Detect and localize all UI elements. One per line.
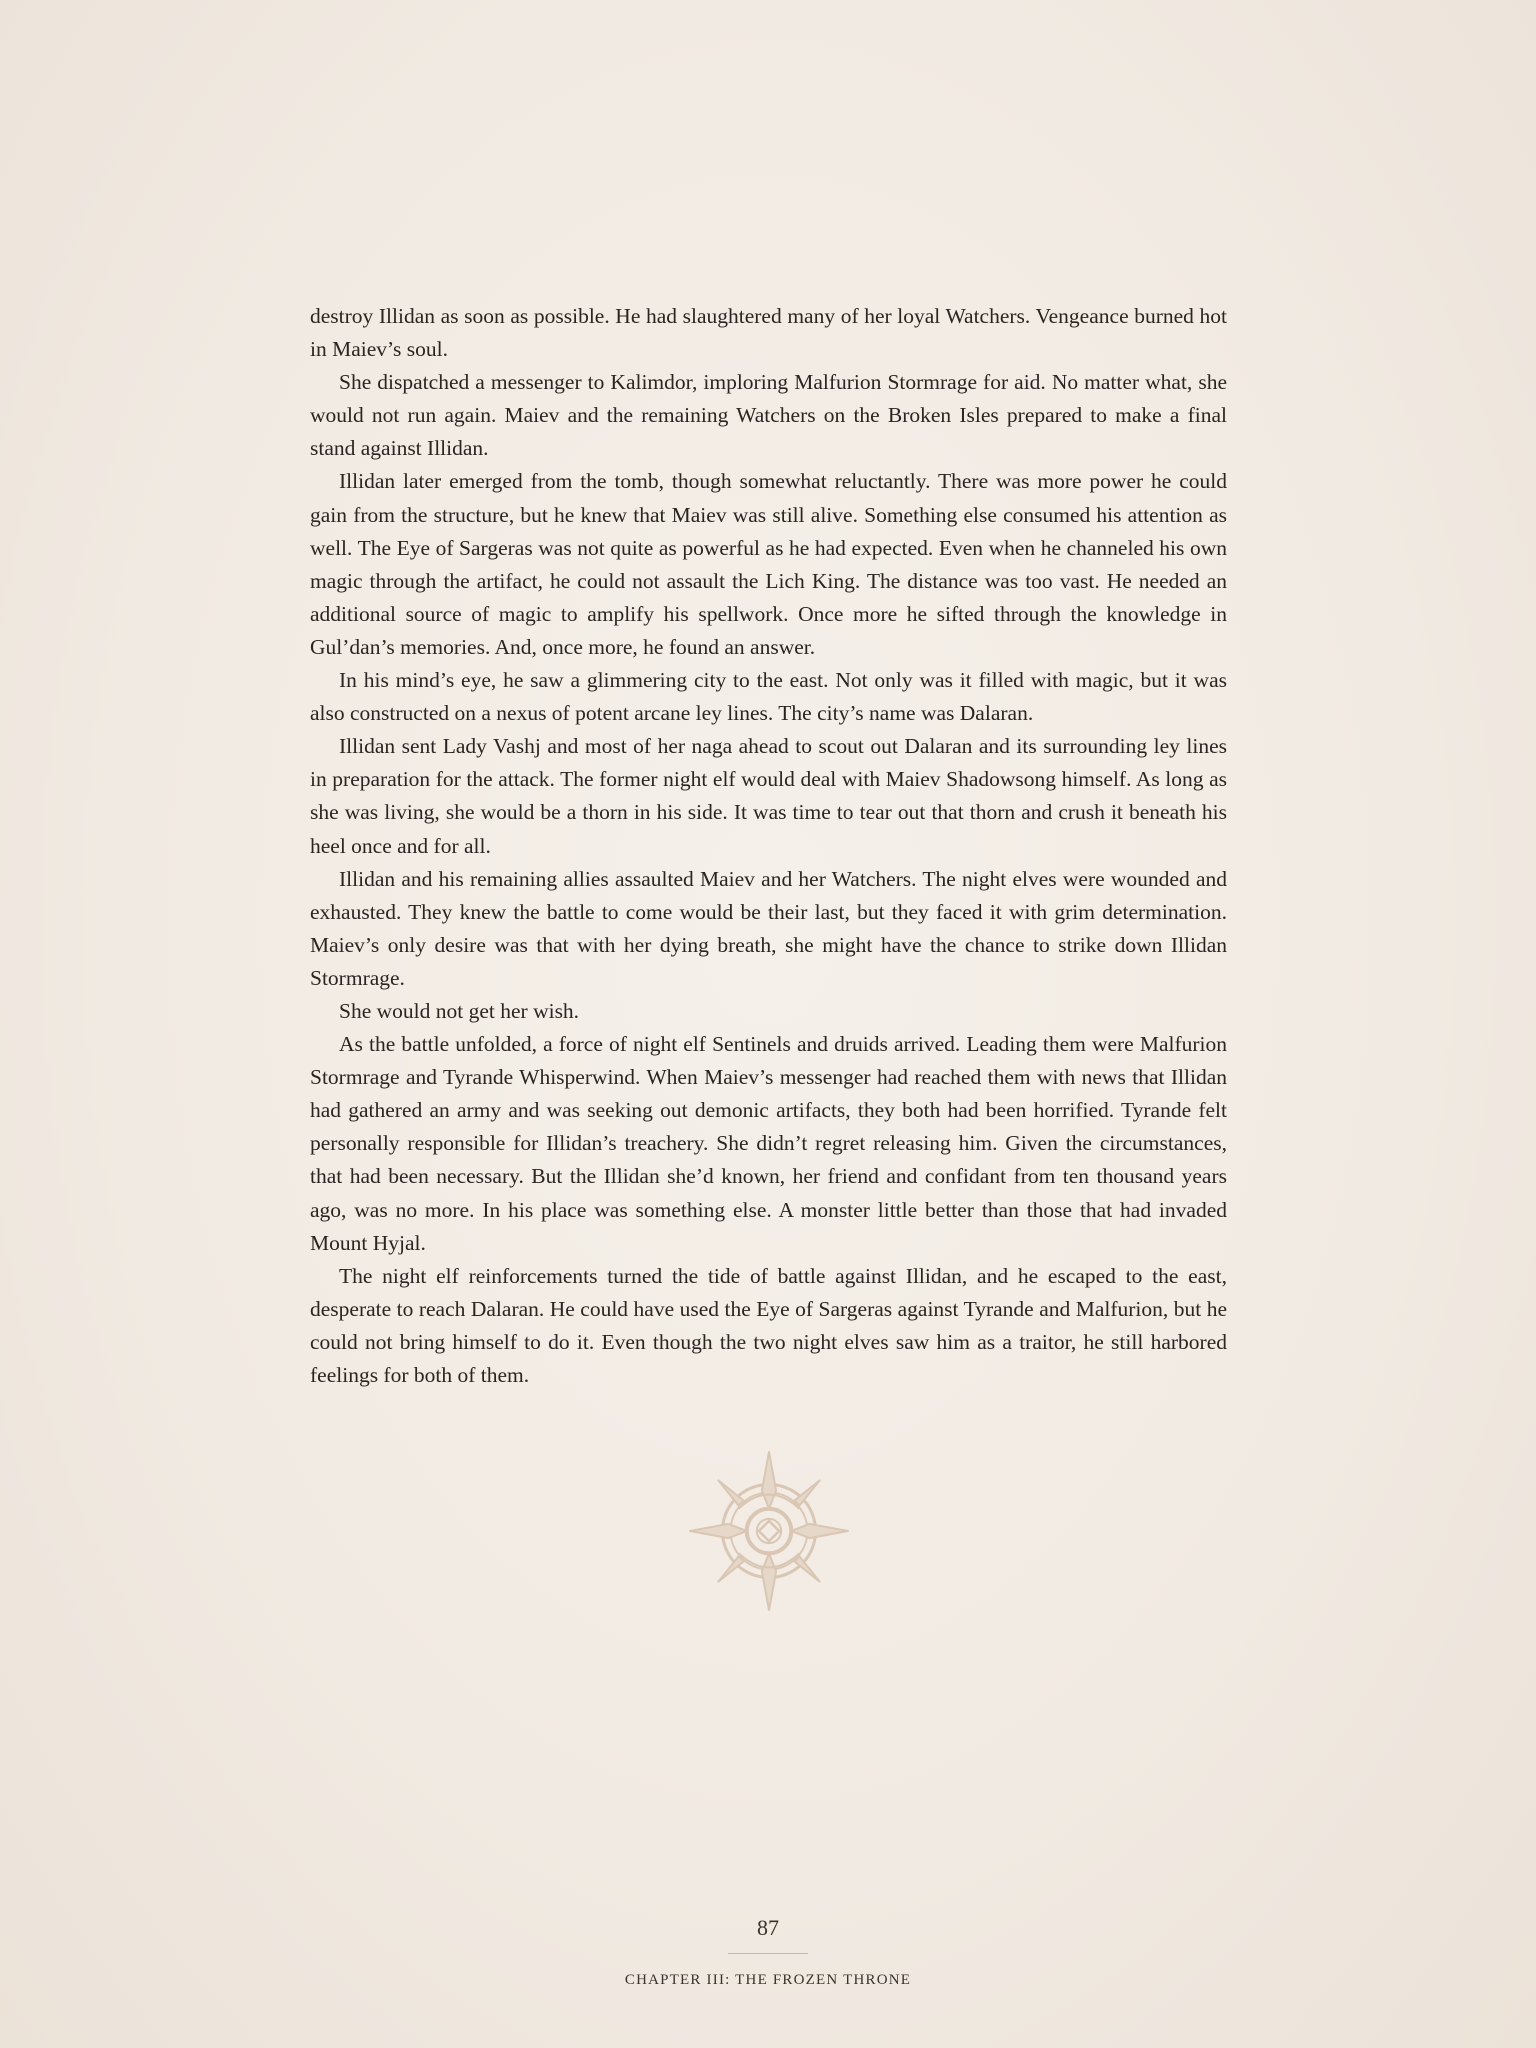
page-number: 87 bbox=[757, 1915, 779, 1940]
chapter-title: CHAPTER III: THE FROZEN THRONE bbox=[624, 1972, 912, 1988]
compass-emblem-icon bbox=[688, 1450, 850, 1612]
footer-divider bbox=[728, 1953, 808, 1954]
paragraph: The night elf reinforcements turned the tide of battle against Illidan, and he escaped to the east, desperate to reach Dalaran. He could have used the Eye of Sargeras against Tyrande and Malfurion, but he could not bring himself to do it. Even though the two night elves saw him as a traitor, he still harbored feelings for both of them. bbox=[310, 1263, 1227, 1387]
paragraph: Illidan and his remaining allies assaulted Maiev and her Watchers. The night elves were wounded and exhausted. They knew the battle to come would be their last, but they faced it with grim determination. Maiev’s only desire was that with her dying breath, she might have the chance to strike down Illidan Stormrage. bbox=[310, 866, 1227, 990]
body-text bbox=[310, 300, 1227, 1392]
paragraph: As the battle unfolded, a force of night elf Sentinels and druids arrived. Leading them were Malfurion Stormrage and Tyrande Whisperwind. When Maiev’s messenger had reached them with news that Illidan had gathered an army and was seeking out demonic artifacts, they both had been horrified. Tyrande felt personally responsible for Illidan’s treachery. She didn’t regret releasing him. Given the circumstances, that had been necessary. But the Illidan she’d known, her friend and confidant from ten thousand years ago, was no more. In his place was something else. A monster little better than those that had invaded Mount Hyjal. bbox=[310, 1032, 1227, 1255]
paragraph: destroy Illidan as soon as possible. He had slaughtered many of her loyal Watchers. Vengeance burned hot in Maiev’s soul. bbox=[310, 304, 1227, 362]
paragraph: She would not get her wish. bbox=[339, 998, 580, 1023]
paragraph: Illidan later emerged from the tomb, though somewhat reluctantly. There was more power he could gain from the structure, but he knew that Maiev was still alive. Something else consumed his attention as well. The Eye of Sargeras was not quite as powerful as he had expected. Even when he channeled his own magic through the artifact, he could not assault the Lich King. The distance was too vast. He needed an additional source of magic to amplify his spellwork. Once more he sifted through the knowledge in Gul’dan’s memories. And, once more, he found an answer. bbox=[310, 469, 1227, 659]
paragraph: In his mind’s eye, he saw a glimmering city to the east. Not only was it filled with magic, but it was also constructed on a nexus of potent arcane ley lines. The city’s name was Dalaran. bbox=[310, 668, 1227, 726]
paragraph: She dispatched a messenger to Kalimdor, imploring Malfurion Stormrage for aid. No matter what, she would not run again. Maiev and the remaining Watchers on the Broken Isles prepared to make a final stand against Illidan. bbox=[310, 370, 1227, 461]
paragraph: Illidan sent Lady Vashj and most of her naga ahead to scout out Dalaran and its surrounding ley lines in preparation for the attack. The former night elf would deal with Maiev Shadowsong himself. As long as she was living, she would be a thorn in his side. It was time to tear out that thorn and crush it beneath his heel once and for all. bbox=[310, 734, 1227, 858]
